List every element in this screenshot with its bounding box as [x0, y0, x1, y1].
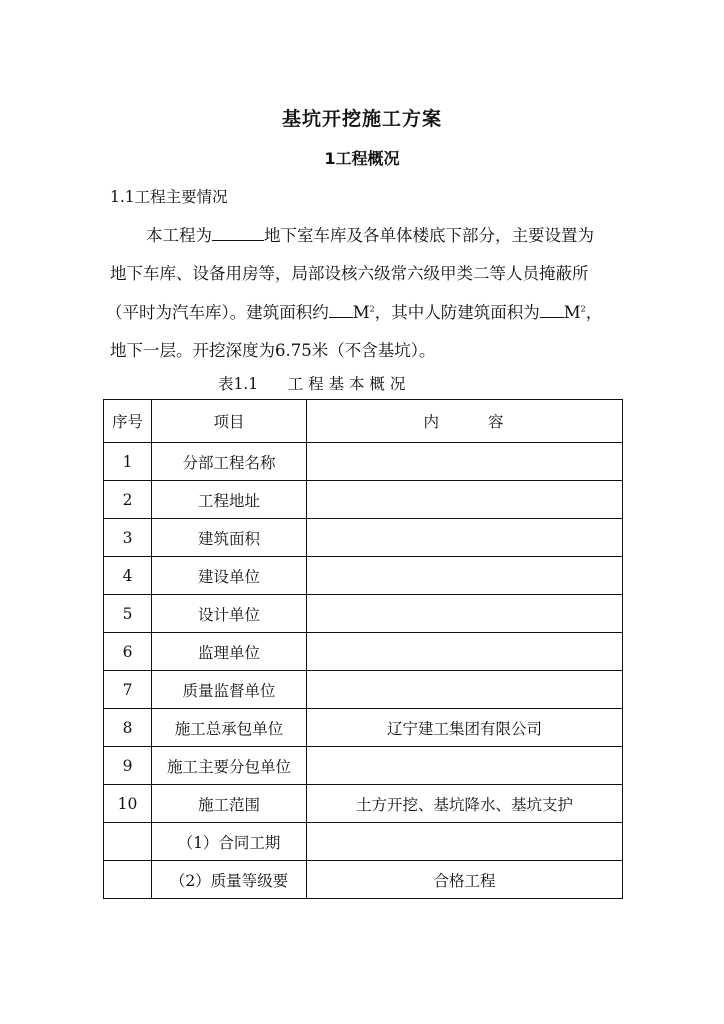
blank-field [540, 303, 564, 318]
unit-superscript: 2 [369, 304, 375, 314]
row-item: 施工主要分包单位 [152, 747, 307, 785]
row-content [307, 671, 623, 709]
row-item: 分部工程名称 [152, 443, 307, 481]
paragraph-line-3 [106, 299, 616, 323]
table-caption-text: 工 程 基 本 概 况 [287, 375, 406, 393]
row-content: 土方开挖、基坑降水、基坑支护 [307, 785, 623, 823]
unit-text: M [352, 303, 370, 322]
unit-superscript: 2 [580, 304, 586, 314]
row-number: 4 [104, 557, 152, 595]
row-content [307, 595, 623, 633]
table-row [104, 785, 623, 823]
row-content: 合格工程 [307, 861, 623, 899]
project-info-table [103, 399, 623, 899]
row-item: 监理单位 [152, 633, 307, 671]
row-content [307, 519, 623, 557]
paragraph-text: 地下一层。开挖深度为6.75米（不含基坑）。 [110, 341, 436, 360]
row-number: 9 [104, 747, 152, 785]
row-content [307, 747, 623, 785]
blank-field [212, 226, 264, 241]
row-number [104, 861, 152, 899]
table-row [104, 595, 623, 633]
row-number: 1 [104, 443, 152, 481]
paragraph-text: 地下车库、设备用房等，局部设核六级常六级甲类二等人员掩蔽所 [110, 264, 589, 283]
table-row [104, 481, 623, 519]
row-number: 6 [104, 633, 152, 671]
paragraph-text: 地下室车库及各单体楼底下部分，主要设置为 [264, 226, 594, 245]
paragraph-text: ， [585, 303, 603, 322]
table-row [104, 861, 623, 899]
row-content: 辽宁建工集团有限公司 [307, 709, 623, 747]
header-no: 序号 [104, 400, 152, 443]
table-header-row [104, 400, 623, 443]
row-content [307, 633, 623, 671]
paragraph-line-2 [110, 260, 620, 284]
table-body [104, 443, 623, 899]
table-caption-label: 表1.1 [218, 375, 259, 393]
row-number: 5 [104, 595, 152, 633]
row-content [307, 443, 623, 481]
unit-text: M [563, 303, 581, 322]
row-content [307, 557, 623, 595]
row-item: 建筑面积 [152, 519, 307, 557]
paragraph-text: （平时为汽车库）。建筑面积约 [106, 303, 329, 322]
header-content: 内 容 [307, 400, 623, 443]
row-number: 8 [104, 709, 152, 747]
paragraph-line-4 [110, 337, 620, 361]
table-row [104, 709, 623, 747]
table-row [104, 443, 623, 481]
table-row [104, 557, 623, 595]
header-item: 项目 [152, 400, 307, 443]
document-title: 基坑开挖施工方案 [281, 108, 442, 130]
paragraph-text: ，其中人防建筑面积为 [374, 303, 540, 322]
table-row [104, 519, 623, 557]
row-item: 质量监督单位 [152, 671, 307, 709]
row-number [104, 823, 152, 861]
paragraph-text: 本工程为 [146, 226, 212, 245]
row-number: 3 [104, 519, 152, 557]
blank-field [329, 303, 353, 318]
row-item: （2）质量等级要 [152, 861, 307, 899]
row-item: 工程地址 [152, 481, 307, 519]
row-item: 设计单位 [152, 595, 307, 633]
table-row [104, 671, 623, 709]
row-item: 建设单位 [152, 557, 307, 595]
row-number: 7 [104, 671, 152, 709]
table-row [104, 747, 623, 785]
row-item: 施工总承包单位 [152, 709, 307, 747]
row-number: 10 [104, 785, 152, 823]
row-item: （1）合同工期 [152, 823, 307, 861]
row-content [307, 823, 623, 861]
table-row [104, 823, 623, 861]
table-row [104, 633, 623, 671]
chapter-heading: 1工程概况 [324, 149, 400, 168]
section-heading: 1.1工程主要情况 [110, 188, 228, 206]
row-number: 2 [104, 481, 152, 519]
table-caption [218, 372, 405, 394]
row-content [307, 481, 623, 519]
row-item: 施工范围 [152, 785, 307, 823]
paragraph-line-1 [146, 222, 656, 246]
